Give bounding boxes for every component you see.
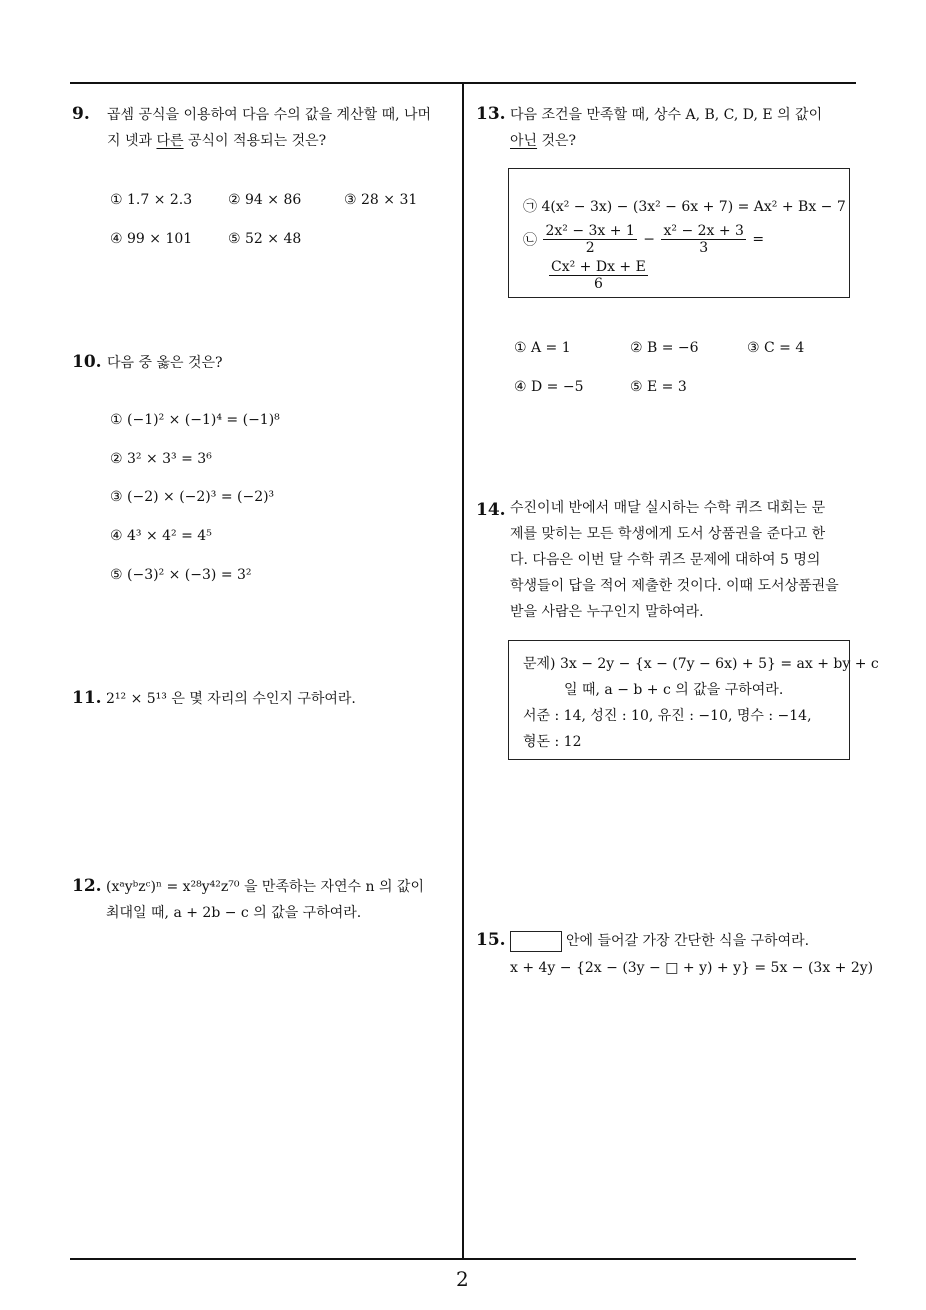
choice-1[interactable]: ① (−1)² × (−1)⁴ = (−1)⁸ [110, 412, 280, 428]
choice-3[interactable]: ③ C = 4 [747, 340, 805, 356]
stem-line: 지 넷과 다른 공식이 적용되는 것은? [107, 133, 327, 149]
choice-2[interactable]: ② B = −6 [630, 340, 699, 356]
problem-number: 13. [476, 104, 506, 124]
problem-number: 12. [72, 876, 102, 896]
fraction: $\frac{\text{x² − 2x + 3}}{3}$ [663, 223, 744, 256]
problem-stem: 다음 중 옳은 것은? [107, 355, 223, 371]
choice-2[interactable]: ② 3² × 3³ = 3⁶ [110, 451, 212, 467]
condition-2-rhs [549, 259, 648, 292]
answer-blank-box[interactable] [510, 931, 562, 952]
problem-number: 14. [476, 500, 506, 520]
problem-number: 15. [476, 930, 506, 950]
choice-3[interactable]: ③ (−2) × (−2)³ = (−2)³ [110, 489, 275, 505]
condition-2: ㉡ $\frac{\text{2x² − 3x + 1}}{2}$ − $\frac{\text{x² − 2x + 3}}{3}$ = [523, 223, 765, 256]
choice-2[interactable]: ② 94 × 86 [228, 192, 302, 208]
choice-4[interactable]: ④ 99 × 101 [110, 231, 193, 247]
choice-5[interactable]: ⑤ E = 3 [630, 379, 687, 395]
choice-4[interactable]: ④ 4³ × 4² = 4⁵ [110, 528, 212, 544]
stem-line: 곱셈 공식을 이용하여 다음 수의 값을 계산할 때, 나머 [107, 107, 432, 123]
stem-line: 수진이네 반에서 매달 실시하는 수학 퀴즈 대회는 문 [510, 500, 826, 516]
choice-4[interactable]: ④ D = −5 [514, 379, 584, 395]
box-line: 서준 : 14, 성진 : 10, 유진 : −10, 명수 : −14, [523, 708, 812, 724]
underlined-word: 아닌 [510, 133, 538, 149]
stem-line: 다음 조건을 만족할 때, 상수 A, B, C, D, E 의 값이 [510, 107, 823, 123]
equation: x + 4y − {2x − (3y − □ + y) + y} = 5x − (3x + 2y) [510, 960, 874, 976]
stem-line: 다. 다음은 이번 달 수학 퀴즈 문제에 대하여 5 명의 [510, 552, 821, 568]
problem-number: 10. [72, 352, 102, 372]
problem-number: 9. [72, 104, 90, 124]
box-line: 형돈 : 12 [523, 734, 582, 750]
question-box [508, 640, 879, 760]
problem-stem: 2¹² × 5¹³ 은 몇 자리의 수인지 구하여라. [106, 691, 356, 707]
choice-5[interactable]: ⑤ 52 × 48 [228, 231, 302, 247]
choice-1[interactable]: ① 1.7 × 2.3 [110, 192, 193, 208]
stem-line: 학생들이 답을 적어 제출한 것이다. 이때 도서상품권을 [510, 578, 839, 594]
fraction: $\frac{\text{2x² − 3x + 1}}{2}$ [545, 223, 635, 256]
stem-line: 아닌 것은? [510, 133, 577, 149]
choice-3[interactable]: ③ 28 × 31 [344, 192, 418, 208]
choice-5[interactable]: ⑤ (−3)² × (−3) = 3² [110, 567, 252, 583]
condition-box [508, 168, 850, 298]
underlined-word: 다른 [156, 133, 184, 149]
box-line: 문제) 3x − 2y − {x − (7y − 6x) + 5} = ax + by + c [523, 656, 879, 672]
problem-stem [106, 874, 458, 926]
stem-line: (xᵃyᵇzᶜ)ⁿ = x²⁸y⁴²z⁷⁰ 을 만족하는 자연수 n 의 값이 [106, 879, 424, 895]
column-divider [462, 82, 464, 1260]
stem-line: 받을 사람은 누구인지 말하여라. [510, 604, 704, 620]
problem-stem [510, 495, 860, 625]
bottom-rule [70, 1258, 856, 1260]
choice-1[interactable]: ① A = 1 [514, 340, 571, 356]
stem-line: 최대일 때, a + 2b − c 의 값을 구하여라. [106, 905, 362, 921]
condition-1: ㉠ 4(x² − 3x) − (3x² − 6x + 7) = Ax² + Bx − 7 [523, 199, 846, 215]
problem-stem [510, 102, 860, 154]
page-number: 2 [456, 1267, 469, 1291]
fraction: $\frac{\text{Cx² + Dx + E}}{6}$ [551, 259, 646, 292]
problem-stem: 안에 들어갈 가장 간단한 식을 구하여라. [510, 928, 860, 954]
stem-line: 제를 맞히는 모든 학생에게 도서 상품권을 준다고 한 [510, 526, 826, 542]
problem-stem [107, 102, 457, 154]
problem-number: 11. [72, 688, 102, 708]
box-line: 일 때, a − b + c 의 값을 구하여라. [564, 682, 784, 698]
